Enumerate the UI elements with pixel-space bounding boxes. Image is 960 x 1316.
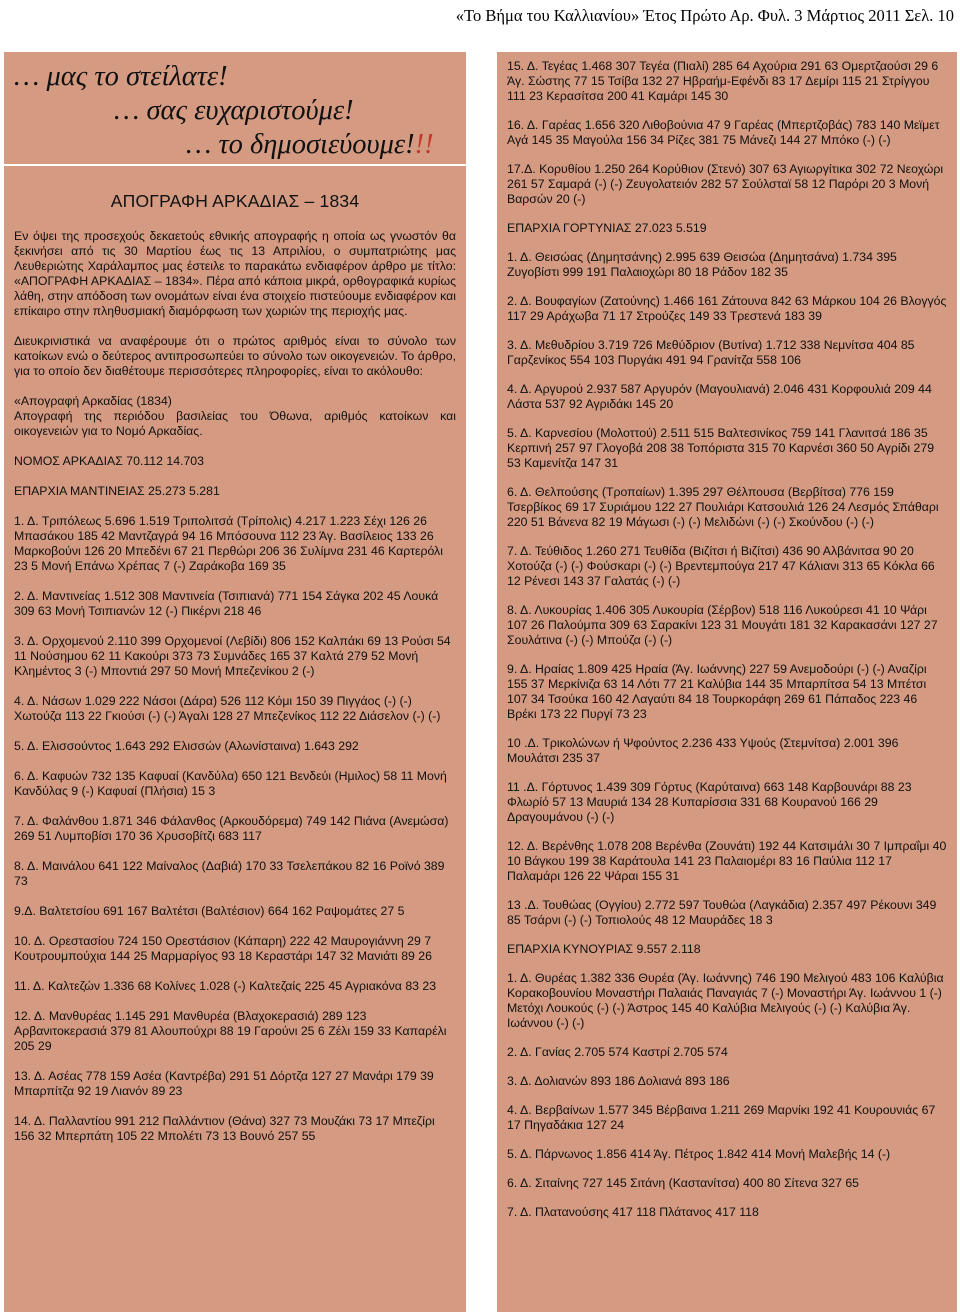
census-entry: 17.Δ. Κορυθίου 1.250 264 Κορύθιον (Στενό) 307 63 Αγιωργίτικα 302 72 Νεοχώρι 261 57 Σαμαρά (-) (-) Ζευγολατειόν 282 57 Σούλσταϊ 58 12 Παρόρι 20 3 Μονή Βαρσών 20 (-) bbox=[507, 162, 944, 206]
census-entry: 10. Δ. Ορεστασίου 724 150 Ορεστάσιον (Κάπαρη) 222 42 Μαυρογιάννη 29 7 Κουτρουμπούχια 144 25 Μαρμαρίγος 93 18 Κεραστάρι 147 32 Μανιάτι 89 26 bbox=[14, 934, 432, 963]
census-entry: 11 .Δ. Γόρτυνος 1.439 309 Γόρτυς (Καρύταινα) 663 148 Καρβουνάρι 88 23 Φλωρίό 57 13 Μαυριά 134 28 Κυπαρίσσια 331 68 Κουρανού 166 29 Δραγουμάνου (-) (-) bbox=[507, 780, 912, 824]
census-entry: 13 .Δ. Τουθώας (Ογγίου) 2.772 597 Τουθώα (Λαγκάδια) 2.357 497 Ρέκουνι 349 85 Τσάρνι (-) (-) Τοπιολούς 48 12 Μαυράδες 18 3 bbox=[507, 898, 937, 927]
census-entry: 10 .Δ. Τρικολώνων ή Ψφούντος 2.236 433 Υψούς (Στεμνίτσα) 2.001 396 Μουλάτσι 235 37 bbox=[507, 736, 899, 765]
census-entry: 3. Δ. Ορχομενού 2.110 399 Ορχομενοί (Λεβίδι) 806 152 Καλπάκι 69 13 Ρούσι 54 11 Νούσημου 62 11 Κακούρι 373 73 Συμνάδες 165 37 Καλτά 279 52 Μονή Κλημέντος 3 (-) Μποντιά 297 50 Μονή Μπεζενίκου 2 (-) bbox=[14, 634, 451, 678]
article-title: ΑΠΟΓΡΑΦΗ ΑΡΚΑΔΙΑΣ – 1834 bbox=[110, 191, 360, 211]
slogan-line-3-text: … το δημοσιεύουμε! bbox=[186, 129, 415, 160]
census-entry: ΕΠΑΡΧΙΑ ΓΟΡΤΥΝΙΑΣ 27.023 5.519 bbox=[507, 221, 707, 235]
census-entry: ΕΠΑΡΧΙΑ ΚΥΝΟΥΡΙΑΣ 9.557 2.118 bbox=[507, 942, 701, 956]
census-entry: 3. Δ. Μεθυδρίου 3.719 726 Μεθύδριον (Βυτίνα) 1.712 338 Νεμνίτσα 404 85 Γαρζενίκος 554 103 Πυργάκι 491 94 Γρανίτζα 558 106 bbox=[507, 338, 915, 367]
census-entry: 8. Δ. Μαινάλου 641 122 Μαίναλος (Δαβιά) 170 33 Τσελεπάκου 82 16 Ροϊνό 389 73 bbox=[14, 859, 445, 888]
census-entry: 5. Δ. Πάρνωνος 1.856 414 Άγ. Πέτρος 1.842 414 Μονή Μαλεβής 14 (-) bbox=[507, 1147, 891, 1161]
slogan-line-1: … μας το στείλατε! bbox=[14, 61, 228, 92]
slogan-line-2: … σας ευχαριστούμε! bbox=[114, 95, 354, 126]
census-entry: 15. Δ. Τεγέας 1.468 307 Τεγέα (Πιαλί) 285 64 Αχούρια 291 63 Ομερτζαούσι 29 6 Άγ. Σώστης 77 15 Τσίβα 132 27 Ηβραήμ-Εφένδι 83 17 Δεμίρι 115 21 Στρίγγου 111 23 Κερασίτσα 200 41 Καμάρι 145 30 bbox=[507, 59, 939, 103]
right-census-list bbox=[507, 59, 947, 1220]
census-entry: 1. Δ. Θεισώας (Δημητσάνης) 2.995 639 Θεισώα (Δημητσάνα) 1.734 395 Ζυγοβίστι 999 191 Παλαιοχώρι 80 18 Ράδον 182 35 bbox=[507, 250, 897, 279]
right-column bbox=[497, 52, 957, 1312]
census-entry: 1. Δ. Θυρέας 1.382 336 Θυρέα (Άγ. Ιωάννης) 746 190 Μελιγού 483 106 Καλύβια Κορακοβουνίου Μοναστήρι Παλαιάς Παναγιάς 7 (-) Μοναστήρι Άγ. Ιωάννου 1 (-) Μετόχι Λουκούς (-) (-) Άστρος 145 40 Καλύβια Μελιγούς (-) (-) Καλύβια Άγ. Ιωάννου (-) (-) bbox=[507, 971, 944, 1030]
census-entry: 2. Δ. Μαντινείας 1.512 308 Μαντινεία (Τσιπιανά) 771 154 Σάγκα 202 45 Λουκά 309 63 Μονή Τσιπιανών 12 (-) Πικέρνι 218 46 bbox=[14, 589, 439, 618]
census-entry: 14. Δ. Παλλαντίου 991 212 Παλλάντιον (Θάνα) 327 73 Μουζάκι 73 17 Μπεζίρι 156 32 Μπερπάτη 105 22 Μπολέτι 73 13 Βουνό 257 55 bbox=[14, 1114, 435, 1143]
census-entry: 5. Δ. Καρνεσίου (Μολοττού) 2.511 515 Βαλτεσινίκος 759 141 Γλανιτσά 186 35 Κερπινή 257 97 Γλογοβά 208 38 Τοπόριστα 315 70 Καρνέσι 360 50 Αγρίδι 279 53 Καμενίτζα 147 31 bbox=[507, 426, 935, 470]
census-entry: 6. Δ. Θελπούσης (Τροπαίων) 1.395 297 Θέλπουσα (Βερβίτσα) 776 159 Τσερβίκος 69 17 Συριάμου 122 27 Πουλιάρι Κατσουλιά 126 24 Λεσμός Σπάθαρι 220 51 Βάνενα 82 19 Μάγωσι (-) (-) Μελιδώνι (-) (-) Σκούνδου (-) (-) bbox=[507, 485, 939, 529]
census-entry: 6. Δ. Καφυών 732 135 Καφυαί (Κανδύλα) 650 121 Βενδεύι (Ημιλος) 58 11 Μονή Κανδύλας 9 (-) Καφυαί (Πλήσια) 15 3 bbox=[14, 769, 447, 798]
census-entry: 4. Δ. Νάσων 1.029 222 Νάσοι (Δάρα) 526 112 Κόμι 150 39 Πιγγάος (-) (-) Χωτούζα 113 22 Γκιούσι (-) (-) Άγαλι 128 27 Μπεζενίκος 112 22 Διάσελον (-) (-) bbox=[14, 694, 441, 723]
census-entry: 6. Δ. Σιταίνης 727 145 Σιτάνη (Καστανίτσα) 400 80 Σίτενα 327 65 bbox=[507, 1176, 860, 1190]
census-entry: 12. Δ. Βερένθης 1.078 208 Βερένθα (Ζουνάτι) 192 44 Κατσιμάλι 30 7 Ιμπραΐμι 40 10 Βάγκου 199 38 Καράτουλα 141 23 Παλαιομέρι 83 16 Παύλια 112 17 Παλαμάρι 126 22 Ψάραι 155 31 bbox=[507, 839, 947, 883]
census-entry: 1. Δ. Τριπόλεως 5.696 1.519 Τριπολιτσά (Τρίπολις) 4.217 1.223 Σέχι 126 26 Μπασάκου 185 42 Μαντζαγρά 94 16 Μπόσουνα 112 23 Άγ. Βασίλειος 133 26 Μαρκοβούνι 126 20 Μπεδένι 67 21 Περθώρι 206 36 Συλίμνα 231 46 Καρτερόλι 23 5 Μονή Επάνω Χρέπας 7 (-) Ζαράκοβα 169 35 bbox=[14, 514, 443, 573]
census-entry: 11. Δ. Καλτεζών 1.336 68 Κολίνες 1.028 (-) Καλτεζαίς 225 45 Αγριακόνα 83 23 bbox=[14, 979, 437, 993]
slogan-exclamation: !! bbox=[414, 129, 434, 160]
census-entry: ΕΠΑΡΧΙΑ ΜΑΝΤΙΝΕΙΑΣ 25.273 5.281 bbox=[14, 484, 220, 498]
census-entry: 12. Δ. Μανθυρέας 1.145 291 Μανθυρέα (Βλαχοκερασιά) 289 123 Αρβανιτοκερασιά 379 81 Αλουπούχρι 88 19 Γαρούνι 25 6 Ζέλι 159 33 Καπαρέλι 205 29 bbox=[14, 1009, 447, 1053]
census-entry: 13. Δ. Ασέας 778 159 Ασέα (Καντρέβα) 291 51 Δόρτζα 127 27 Μανάρι 179 39 Μπαρπίτζα 92 19 Λιανόν 89 23 bbox=[14, 1069, 434, 1098]
census-entry: 7. Δ. Πλατανούσης 417 118 Πλάτανος 417 118 bbox=[507, 1205, 759, 1219]
census-entry: 16. Δ. Γαρέας 1.656 320 Λιθοβούνια 47 9 Γαρέας (Μπερτζοβάς) 783 140 Μεϊμετ Αγά 145 35 Μαγούλα 156 34 Ρίζες 381 75 Μάνεζι 144 27 Μπόκο (-) (-) bbox=[507, 118, 940, 147]
census-entry: 4. Δ. Αργυρού 2.937 587 Αργυρόν (Μαγουλιανά) 2.046 431 Κορφουλιά 209 44 Λάστα 537 92 Αγριδάκι 145 20 bbox=[507, 382, 932, 411]
census-entry: 9.Δ. Βαλτετσίου 691 167 Βαλτέτσι (Βαλτέσιον) 664 162 Ραψομάτες 27 5 bbox=[14, 904, 405, 918]
slogan-line-3 bbox=[14, 128, 456, 162]
census-entry: ΝΟΜΟΣ ΑΡΚΑΔΙΑΣ 70.112 14.703 bbox=[14, 454, 204, 468]
slogan bbox=[14, 60, 456, 162]
article-intro: Εν όψει της προσεχούς δεκαετούς εθνικής απογραφής η οποία ως γνωστόν θα ξεκινήσει από τις 30 Μαρτίου έως τις 13 Απριλίου, ο συμπατριώτης μας Λευθεριώτης Χαράλαμπος μας έστειλε το παρακάτω ενδιαφέρον άρθρο με τίτλο: «ΑΠΟΓΡΑΦΗ ΑΡΚΑΔΙΑΣ – 1834». Πέρα από κάποια μικρά, ορθογραφικά κυρίως λάθη, στην απόδοση των ονομάτων είναι ένα στοιχείο πιστεύουμε ενδιαφέρον και επίκαιρο στην πληθυσμιακή διαμόρφωση των χωριών της περιοχής μας. bbox=[14, 229, 456, 318]
running-head: «Το Βήμα του Καλλιανίου» Έτος Πρώτο Αρ. Φυλ. 3 Μάρτιος 2011 Σελ. 10 bbox=[455, 6, 954, 25]
article-source: «Απογραφή Αρκαδίας (1834) Απογραφή της περιόδου βασιλείας του Όθωνα, αριθμός κατοίκων και οικογενειών για το Νομό Αρκαδίας. bbox=[14, 394, 456, 438]
census-entry: 7. Δ. Τεύθιδος 1.260 271 Τευθίδα (Βιζίτσι ή Βιζίτσι) 436 90 Αλβάνιτσα 90 20 Χοτούζα (-) (-) Φούσκαρι (-) (-) Βρεντεμπούγα 217 47 Κάλιανι 313 65 Κόκλα 66 12 Ρένεσι 143 37 Γαλατάς (-) (-) bbox=[507, 544, 935, 588]
census-entry: 8. Δ. Λυκουρίας 1.406 305 Λυκουρία (Σέρβον) 518 116 Λυκούρεσι 41 10 Ψάρι 107 26 Παλούμπα 309 63 Σαρακίνι 123 31 Μουγάτι 181 32 Καρακασάνι 127 27 Σουλάτινα (-) (-) Μπούζα (-) (-) bbox=[507, 603, 938, 647]
left-column bbox=[4, 52, 466, 1312]
slogan-divider bbox=[4, 164, 466, 166]
census-entry: 9. Δ. Ηραίας 1.809 425 Ηραία (Άγ. Ιωάννης) 227 59 Ανεμοδούρι (-) (-) Αναζίρι 155 37 Μερκίνιζα 63 14 Λότι 77 21 Καλύβια 144 35 Μπαρπίτσα 54 13 Μπέτσι 107 34 Τσούκα 160 42 Λαγαύτι 84 18 Τουρκοράφη 269 61 Πάπαδος 223 46 Βρέκι 173 22 Πυργί 73 23 bbox=[507, 662, 927, 721]
census-entry: 7. Δ. Φαλάνθου 1.871 346 Φάλανθος (Αρκουδόρεμα) 749 142 Πιάνα (Ανεμώσα) 269 51 Λυμποβίσι 170 36 Χρυσοβίτζι 683 117 bbox=[14, 814, 449, 843]
census-entry: 3. Δ. Δολιανών 893 186 Δολιανά 893 186 bbox=[507, 1074, 730, 1088]
census-entry: 4. Δ. Βερβαίνων 1.577 345 Βέρβαινα 1.211 269 Μαρνίκι 192 41 Κουρουνιάς 67 17 Πηγαδάκια 127 24 bbox=[507, 1103, 936, 1132]
census-entry: 2. Δ. Βουφαγίων (Ζατούνης) 1.466 161 Ζάτουνα 842 63 Μάρκου 104 26 Βλογγός 117 29 Αράχωβα 71 17 Στρούζες 149 33 Τρεστενά 183 39 bbox=[507, 294, 947, 323]
census-entry: 2. Δ. Γανίας 2.705 574 Καστρί 2.705 574 bbox=[507, 1045, 728, 1059]
article-clarification: Διευκρινιστικά να αναφέρουμε ότι ο πρώτος αριθμός είναι το σύνολο των κατοίκων ενώ ο δεύτερος αντιπροσωπεύει το σύνολο των οικογενειών. Το άρθρο, για το οποίο δεν διαθέτουμε περισσότερες πληροφορίες, είναι το ακόλουθο: bbox=[14, 334, 456, 378]
census-entry: 5. Δ. Ελισσούντος 1.643 292 Ελισσών (Αλωνίσταινα) 1.643 292 bbox=[14, 739, 359, 753]
left-census-list bbox=[14, 454, 456, 1144]
